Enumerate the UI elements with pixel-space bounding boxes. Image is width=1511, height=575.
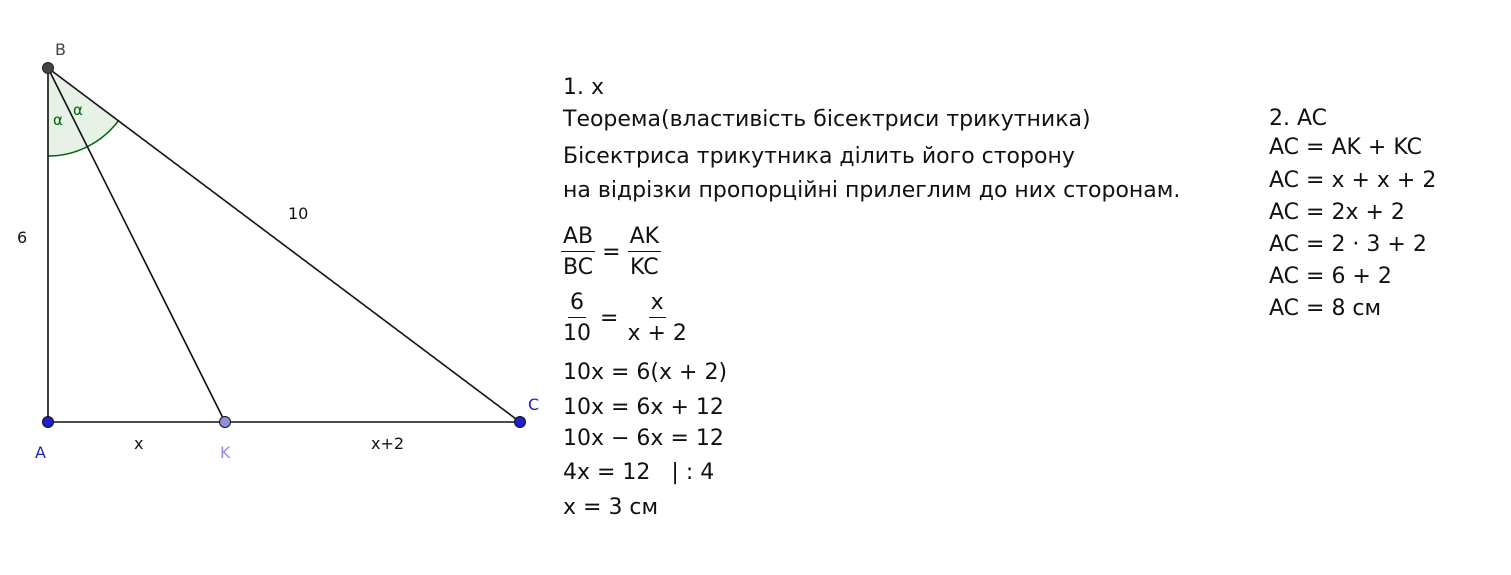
ac-step-4: AC = 2 · 3 + 2 — [1269, 232, 1427, 257]
step-3: 10x − 6x = 12 — [563, 426, 724, 451]
side-label-bc: 10 — [288, 204, 309, 223]
denominator: x + 2 — [627, 321, 687, 346]
proportion-letters — [561, 224, 661, 280]
angle-label-2: α — [73, 101, 83, 119]
side-label-kc: x+2 — [371, 434, 405, 453]
fraction-ab-bc — [561, 224, 595, 280]
point-label-k: K — [220, 443, 231, 462]
fraction-ak-kc — [628, 224, 661, 280]
proportion-numbers — [561, 290, 689, 346]
side-label-ak: x — [134, 434, 144, 453]
bisector-bk — [48, 68, 225, 422]
numerator: 6 — [568, 290, 586, 318]
ac-step-3: AC = 2x + 2 — [1269, 200, 1405, 225]
numerator: AB — [561, 224, 595, 252]
step-4: 4x = 12 | : 4 — [563, 460, 715, 485]
side-bc — [48, 68, 520, 422]
angle-label-1: α — [53, 111, 63, 129]
step-2: 10x = 6x + 12 — [563, 395, 724, 420]
fraction-6-10 — [561, 290, 593, 346]
ac-step-2: AC = x + x + 2 — [1269, 168, 1437, 193]
step-1: 10x = 6(x + 2) — [563, 360, 728, 385]
theorem-title: Теорема(властивість бісектриси трикутника) — [563, 107, 1091, 132]
denominator: BC — [563, 255, 594, 280]
ac-step-5: AC = 6 + 2 — [1269, 264, 1392, 289]
denominator: KC — [630, 255, 659, 280]
ac-step-6: AC = 8 см — [1269, 296, 1382, 321]
step-5: x = 3 см — [563, 495, 659, 520]
solution-2-heading: 2. AC — [1269, 106, 1328, 131]
side-label-ab: 6 — [17, 228, 28, 247]
point-c[interactable] — [515, 417, 526, 428]
point-b[interactable] — [43, 63, 54, 74]
numerator: AK — [628, 224, 661, 252]
point-label-a: A — [35, 443, 46, 462]
equals-sign: = — [602, 239, 621, 265]
theorem-line-1: Бісектриса трикутника ділить його сторону — [563, 144, 1075, 169]
point-label-c: C — [528, 395, 540, 414]
point-label-b: B — [55, 40, 66, 59]
equals-sign: = — [600, 305, 619, 331]
solution-1-heading: 1. x — [563, 75, 605, 100]
point-k[interactable] — [220, 417, 231, 428]
triangle-figure — [0, 0, 560, 500]
ac-step-1: AC = AK + KC — [1269, 135, 1422, 160]
theorem-line-2: на відрізки пропорційні прилеглим до них сторонам. — [563, 178, 1181, 203]
fraction-x-x2 — [625, 290, 688, 346]
numerator: x — [649, 290, 666, 318]
denominator: 10 — [563, 321, 591, 346]
point-a[interactable] — [43, 417, 54, 428]
